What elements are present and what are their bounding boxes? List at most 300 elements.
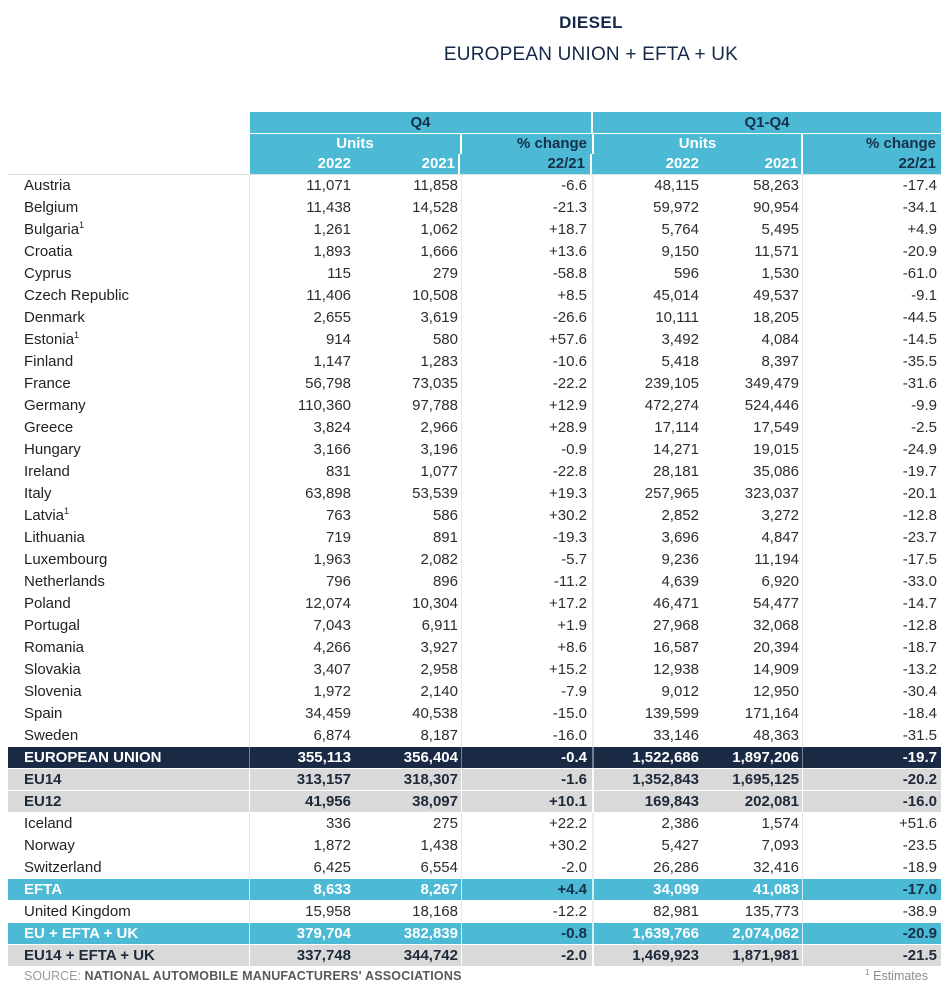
q1q4-units-2021-cell: 19,015 <box>703 439 803 461</box>
table-row <box>8 263 941 285</box>
q1q4-pct-change-cell: -14.5 <box>902 331 937 348</box>
q4-pct-change-cell: +19.3 <box>462 483 594 505</box>
q1q4-units-2022-cell: 46,471 <box>653 595 699 612</box>
row-label: EUROPEAN UNION <box>8 747 250 768</box>
q1q4-units-2022-cell: 1,522,686 <box>632 749 699 766</box>
q1q4-units-2022-cell: 9,012 <box>661 683 699 700</box>
row-label: EU12 <box>8 791 250 812</box>
table-row <box>8 373 941 395</box>
table-row <box>8 901 941 923</box>
row-label: Latvia$^1$ <box>8 505 250 527</box>
q4-units-2022-cell: 4,266 <box>313 639 351 656</box>
q4-units-2022-cell: 11,406 <box>306 287 351 304</box>
q1q4-pct-change-cell: -18.4 <box>902 705 937 722</box>
row-label: Hungary <box>8 439 250 461</box>
row-label: EU14 <box>8 769 250 790</box>
q4-units-2022-cell: 7,043 <box>313 617 351 634</box>
q1q4-pct-change-cell: -13.2 <box>902 661 937 678</box>
table-row <box>8 659 941 681</box>
q1q4-units-2021-cell: 4,084 <box>703 329 803 351</box>
header-ratio-q4: 22/21 <box>460 154 590 174</box>
q1q4-units-2022-cell: 2,386 <box>661 815 699 832</box>
q4-units-2022-cell: 1,147 <box>313 353 351 370</box>
q1q4-units-2022-cell: 34,099 <box>653 881 699 898</box>
page-subtitle: EUROPEAN UNION + EFTA + UK <box>443 44 739 65</box>
q1q4-units-2022-cell: 169,843 <box>644 793 699 810</box>
header-spacer <box>8 154 250 174</box>
header-pct-change-q1q4: % change <box>803 134 941 154</box>
q1q4-units-2022-cell: 33,146 <box>653 727 699 744</box>
q4-pct-change-cell: -5.7 <box>462 549 594 571</box>
q4-pct-change-cell: -2.0 <box>462 857 594 879</box>
q4-units-2021-cell: 2,082 <box>355 549 462 571</box>
q1q4-units-2021-cell: 1,530 <box>703 263 803 285</box>
q4-units-2022-cell: 379,704 <box>296 925 351 942</box>
header-spacer <box>8 112 250 133</box>
q4-units-2022-cell: 796 <box>325 573 351 590</box>
q4-pct-change-cell: -11.2 <box>462 571 594 593</box>
table-row <box>8 417 941 439</box>
header-year-2022-q1q4: 2022 <box>592 154 703 174</box>
q1q4-units-2021-cell: 48,363 <box>703 725 803 747</box>
q4-units-2021-cell: 38,097 <box>355 791 462 812</box>
q4-pct-change-cell: -0.8 <box>462 923 594 944</box>
q4-units-2022-cell: 56,798 <box>305 375 351 392</box>
q1q4-units-2021-cell: 4,847 <box>703 527 803 549</box>
row-label: Greece <box>8 417 250 439</box>
q4-units-2022-cell: 41,956 <box>305 793 351 810</box>
header-units-q4: Units <box>250 134 460 154</box>
table-row <box>8 593 941 615</box>
q1q4-pct-change-cell: +4.9 <box>907 221 937 238</box>
table-row <box>8 175 941 197</box>
q4-units-2021-cell: 10,508 <box>355 285 462 307</box>
q4-units-2022-cell: 313,157 <box>296 771 351 788</box>
q1q4-pct-change-cell: -19.7 <box>902 463 937 480</box>
table-row <box>8 813 941 835</box>
table-row <box>8 395 941 417</box>
q4-units-2022-cell: 1,872 <box>313 837 351 854</box>
report-header <box>232 13 950 66</box>
q1q4-units-2022-cell: 82,981 <box>653 903 699 920</box>
q1q4-units-2021-cell: 3,272 <box>703 505 803 527</box>
row-label: Iceland <box>8 813 250 835</box>
table-row <box>8 725 941 747</box>
q4-units-2022-cell: 11,071 <box>306 177 351 194</box>
q4-units-2021-cell: 279 <box>355 263 462 285</box>
q1q4-units-2022-cell: 17,114 <box>654 419 699 436</box>
q1q4-units-2021-cell: 20,394 <box>703 637 803 659</box>
q1q4-units-2022-cell: 9,150 <box>661 243 699 260</box>
q4-pct-change-cell: +18.7 <box>462 219 594 241</box>
table-row <box>8 439 941 461</box>
row-label: Romania <box>8 637 250 659</box>
q4-units-2022-cell: 34,459 <box>305 705 351 722</box>
q1q4-units-2021-cell: 41,083 <box>703 879 803 900</box>
row-label: Sweden <box>8 725 250 747</box>
q4-pct-change-cell: +8.6 <box>462 637 594 659</box>
q1q4-pct-change-cell: -17.4 <box>902 177 937 194</box>
q1q4-units-2022-cell: 1,639,766 <box>632 925 699 942</box>
table-row <box>8 615 941 637</box>
q1q4-units-2022-cell: 5,764 <box>661 221 699 238</box>
row-label: Slovenia <box>8 681 250 703</box>
q4-pct-change-cell: -7.9 <box>462 681 594 703</box>
q1q4-units-2022-cell: 14,271 <box>653 441 699 458</box>
q1q4-pct-change-cell: -17.0 <box>902 881 937 898</box>
q4-units-2022-cell: 3,407 <box>313 661 351 678</box>
q1q4-pct-change-cell: -21.5 <box>902 947 937 964</box>
q1q4-pct-change-cell: -23.7 <box>902 529 937 546</box>
q4-units-2022-cell: 336 <box>325 815 351 832</box>
q1q4-pct-change-cell: -20.9 <box>902 925 937 942</box>
q1q4-pct-change-cell: -20.2 <box>902 771 937 788</box>
q1q4-units-2022-cell: 5,418 <box>661 353 699 370</box>
q4-pct-change-cell: +1.9 <box>462 615 594 637</box>
q1q4-units-2022-cell: 3,492 <box>661 331 699 348</box>
q4-pct-change-cell: +57.6 <box>462 329 594 351</box>
q1q4-pct-change-cell: -12.8 <box>902 507 937 524</box>
q4-pct-change-cell: -12.2 <box>462 901 594 923</box>
row-label: France <box>8 373 250 395</box>
table-row <box>8 241 941 263</box>
table-row <box>8 747 941 769</box>
q4-pct-change-cell: -26.6 <box>462 307 594 329</box>
q4-pct-change-cell: -22.8 <box>462 461 594 483</box>
q1q4-units-2022-cell: 9,236 <box>661 551 699 568</box>
q1q4-pct-change-cell: -20.9 <box>902 243 937 260</box>
q4-units-2021-cell: 2,966 <box>355 417 462 439</box>
q4-pct-change-cell: +22.2 <box>462 813 594 835</box>
row-label: Bulgaria$^1$ <box>8 219 250 241</box>
q4-units-2021-cell: 356,404 <box>355 747 462 768</box>
table-row <box>8 879 941 901</box>
q1q4-units-2022-cell: 26,286 <box>653 859 699 876</box>
row-label: Portugal <box>8 615 250 637</box>
q1q4-pct-change-cell: -61.0 <box>902 265 937 282</box>
q4-pct-change-cell: -15.0 <box>462 703 594 725</box>
q4-units-2021-cell: 6,911 <box>355 615 462 637</box>
row-label: EU + EFTA + UK <box>8 923 250 944</box>
q4-units-2021-cell: 3,619 <box>355 307 462 329</box>
q4-units-2021-cell: 382,839 <box>355 923 462 944</box>
q4-pct-change-cell: +30.2 <box>462 505 594 527</box>
table-row <box>8 703 941 725</box>
q1q4-units-2022-cell: 10,111 <box>655 309 699 326</box>
q4-units-2021-cell: 8,187 <box>355 725 462 747</box>
q4-units-2021-cell: 896 <box>355 571 462 593</box>
estimates-footnote <box>865 969 940 983</box>
q1q4-pct-change-cell: -31.6 <box>902 375 937 392</box>
q4-units-2021-cell: 1,062 <box>355 219 462 241</box>
q4-units-2021-cell: 8,267 <box>355 879 462 900</box>
q4-units-2021-cell: 2,140 <box>355 681 462 703</box>
q1q4-units-2022-cell: 257,965 <box>644 485 699 502</box>
q1q4-units-2021-cell: 524,446 <box>703 395 803 417</box>
row-label: Italy <box>8 483 250 505</box>
row-label: Switzerland <box>8 857 250 879</box>
column-group-q1q4: Q1-Q4 <box>593 112 941 133</box>
footnote-mark: 1 <box>865 967 870 977</box>
table-row <box>8 351 941 373</box>
q1q4-pct-change-cell: -14.7 <box>902 595 937 612</box>
source-text: NATIONAL AUTOMOBILE MANUFACTURERS' ASSOCIATIONS <box>84 969 462 983</box>
q4-units-2022-cell: 1,893 <box>313 243 351 260</box>
page-title: DIESEL <box>559 13 623 32</box>
q4-pct-change-cell: +10.1 <box>462 791 594 812</box>
q1q4-units-2021-cell: 11,194 <box>703 549 803 571</box>
q4-pct-change-cell: -16.0 <box>462 725 594 747</box>
q1q4-pct-change-cell: -44.5 <box>902 309 937 326</box>
q1q4-units-2021-cell: 8,397 <box>703 351 803 373</box>
q1q4-units-2021-cell: 1,871,981 <box>703 945 803 966</box>
q4-units-2022-cell: 8,633 <box>313 881 351 898</box>
header-pct-change-q4: % change <box>462 134 592 154</box>
q1q4-units-2021-cell: 6,920 <box>703 571 803 593</box>
q1q4-units-2021-cell: 32,068 <box>703 615 803 637</box>
table-row <box>8 549 941 571</box>
q1q4-units-2021-cell: 1,574 <box>703 813 803 835</box>
footnote-mark: 1 <box>74 330 80 340</box>
table-row <box>8 637 941 659</box>
table-row <box>8 923 941 945</box>
q4-pct-change-cell: -22.2 <box>462 373 594 395</box>
q1q4-pct-change-cell: -34.1 <box>902 199 937 216</box>
q1q4-units-2022-cell: 239,105 <box>644 375 699 392</box>
table-row <box>8 505 941 527</box>
q4-units-2021-cell: 1,283 <box>355 351 462 373</box>
q4-units-2021-cell: 10,304 <box>355 593 462 615</box>
q4-pct-change-cell: -0.4 <box>462 747 594 768</box>
q1q4-units-2022-cell: 1,469,923 <box>632 947 699 964</box>
q1q4-units-2021-cell: 7,093 <box>703 835 803 857</box>
q4-units-2022-cell: 1,261 <box>313 221 351 238</box>
q4-pct-change-cell: -58.8 <box>462 263 594 285</box>
table-row <box>8 307 941 329</box>
footnote-text: Estimates <box>873 969 928 983</box>
table-row <box>8 483 941 505</box>
header-units-q1q4: Units <box>594 134 801 154</box>
q4-pct-change-cell: +30.2 <box>462 835 594 857</box>
header-ratio-q1q4: 22/21 <box>803 154 941 174</box>
row-label: EFTA <box>8 879 250 900</box>
q4-pct-change-cell: -2.0 <box>462 945 594 966</box>
diesel-registrations-table <box>8 112 941 967</box>
q4-units-2022-cell: 12,074 <box>305 595 351 612</box>
q1q4-units-2021-cell: 11,571 <box>703 241 803 263</box>
table-row <box>8 571 941 593</box>
q4-units-2021-cell: 580 <box>355 329 462 351</box>
table-row <box>8 461 941 483</box>
table-row <box>8 857 941 879</box>
q4-pct-change-cell: +17.2 <box>462 593 594 615</box>
q4-units-2022-cell: 6,874 <box>313 727 351 744</box>
q1q4-pct-change-cell: -38.9 <box>902 903 937 920</box>
table-row <box>8 681 941 703</box>
table-header-groups <box>8 112 941 133</box>
header-year-2021-q1q4: 2021 <box>703 154 801 174</box>
q4-units-2021-cell: 53,539 <box>355 483 462 505</box>
table-row <box>8 285 941 307</box>
row-label: Cyprus <box>8 263 250 285</box>
header-spacer <box>8 134 250 154</box>
row-label: Croatia <box>8 241 250 263</box>
q4-pct-change-cell: +12.9 <box>462 395 594 417</box>
q4-units-2022-cell: 3,166 <box>313 441 351 458</box>
q4-units-2021-cell: 318,307 <box>355 769 462 790</box>
q4-units-2021-cell: 14,528 <box>355 197 462 219</box>
table-row <box>8 769 941 791</box>
q4-pct-change-cell: +8.5 <box>462 285 594 307</box>
table-body <box>8 174 941 967</box>
table-row <box>8 527 941 549</box>
column-group-q4: Q4 <box>250 112 591 133</box>
table-row <box>8 197 941 219</box>
row-label: United Kingdom <box>8 901 250 923</box>
q1q4-units-2021-cell: 17,549 <box>703 417 803 439</box>
q4-units-2021-cell: 6,554 <box>355 857 462 879</box>
q4-pct-change-cell: +15.2 <box>462 659 594 681</box>
q1q4-units-2021-cell: 32,416 <box>703 857 803 879</box>
q4-units-2022-cell: 110,360 <box>297 397 351 414</box>
row-label: Belgium <box>8 197 250 219</box>
q1q4-units-2022-cell: 139,599 <box>644 705 699 722</box>
q1q4-pct-change-cell: -9.9 <box>911 397 937 414</box>
table-row <box>8 791 941 813</box>
row-label: Germany <box>8 395 250 417</box>
table-footer <box>24 969 940 983</box>
q1q4-units-2022-cell: 1,352,843 <box>632 771 699 788</box>
footnote-mark: 1 <box>79 220 85 230</box>
source-label: SOURCE: <box>24 969 81 983</box>
q1q4-units-2022-cell: 59,972 <box>653 199 699 216</box>
q1q4-pct-change-cell: -16.0 <box>902 793 937 810</box>
table-row <box>8 945 941 967</box>
q1q4-units-2022-cell: 3,696 <box>661 529 699 546</box>
q1q4-units-2021-cell: 18,205 <box>703 307 803 329</box>
footnote-mark: 1 <box>64 506 70 516</box>
q4-units-2022-cell: 63,898 <box>305 485 351 502</box>
q4-pct-change-cell: +28.9 <box>462 417 594 439</box>
q1q4-pct-change-cell: -9.1 <box>911 287 937 304</box>
q1q4-units-2022-cell: 5,427 <box>661 837 699 854</box>
q1q4-units-2021-cell: 202,081 <box>703 791 803 812</box>
q4-units-2021-cell: 73,035 <box>355 373 462 395</box>
row-label: Spain <box>8 703 250 725</box>
q1q4-units-2021-cell: 1,695,125 <box>703 769 803 790</box>
q1q4-units-2021-cell: 90,954 <box>703 197 803 219</box>
q1q4-pct-change-cell: -20.1 <box>902 485 937 502</box>
table-row <box>8 835 941 857</box>
q4-pct-change-cell: -21.3 <box>462 197 594 219</box>
header-year-2022-q4: 2022 <box>250 154 355 174</box>
q4-units-2022-cell: 115 <box>327 265 351 282</box>
q1q4-pct-change-cell: -2.5 <box>911 419 937 436</box>
q4-units-2021-cell: 18,168 <box>355 901 462 923</box>
row-label: Estonia$^1$ <box>8 329 250 351</box>
q1q4-pct-change-cell: -33.0 <box>902 573 937 590</box>
q1q4-units-2021-cell: 2,074,062 <box>703 923 803 944</box>
q1q4-units-2022-cell: 4,639 <box>661 573 699 590</box>
row-label: Czech Republic <box>8 285 250 307</box>
q1q4-units-2021-cell: 349,479 <box>703 373 803 395</box>
q1q4-pct-change-cell: -24.9 <box>902 441 937 458</box>
q1q4-units-2021-cell: 54,477 <box>703 593 803 615</box>
q4-units-2021-cell: 11,858 <box>355 175 462 197</box>
q1q4-units-2021-cell: 1,897,206 <box>703 747 803 768</box>
q1q4-units-2021-cell: 35,086 <box>703 461 803 483</box>
table-row <box>8 219 941 241</box>
q4-pct-change-cell: +13.6 <box>462 241 594 263</box>
q1q4-units-2021-cell: 5,495 <box>703 219 803 241</box>
q1q4-units-2021-cell: 135,773 <box>703 901 803 923</box>
table-header-years <box>8 154 941 174</box>
row-label: EU14 + EFTA + UK <box>8 945 250 966</box>
q4-units-2022-cell: 914 <box>325 331 351 348</box>
q4-units-2021-cell: 1,666 <box>355 241 462 263</box>
q4-units-2021-cell: 344,742 <box>355 945 462 966</box>
row-label: Luxembourg <box>8 549 250 571</box>
q4-pct-change-cell: -6.6 <box>462 175 594 197</box>
row-label: Lithuania <box>8 527 250 549</box>
q1q4-pct-change-cell: -23.5 <box>902 837 937 854</box>
q4-pct-change-cell: -10.6 <box>462 351 594 373</box>
q1q4-units-2022-cell: 27,968 <box>653 617 699 634</box>
row-label: Austria <box>8 175 250 197</box>
q1q4-units-2022-cell: 48,115 <box>654 177 699 194</box>
q4-units-2022-cell: 2,655 <box>313 309 351 326</box>
q1q4-pct-change-cell: -19.7 <box>902 749 937 766</box>
q4-units-2022-cell: 337,748 <box>296 947 351 964</box>
q1q4-units-2021-cell: 12,950 <box>703 681 803 703</box>
q1q4-pct-change-cell: -18.9 <box>902 859 937 876</box>
row-label: Netherlands <box>8 571 250 593</box>
table-header-measures <box>8 134 941 154</box>
q1q4-pct-change-cell: -31.5 <box>902 727 937 744</box>
q4-pct-change-cell: -0.9 <box>462 439 594 461</box>
table-row <box>8 329 941 351</box>
q4-units-2021-cell: 40,538 <box>355 703 462 725</box>
q4-units-2022-cell: 11,438 <box>306 199 351 216</box>
q1q4-pct-change-cell: -30.4 <box>902 683 937 700</box>
q4-units-2022-cell: 1,963 <box>313 551 351 568</box>
q1q4-units-2021-cell: 171,164 <box>703 703 803 725</box>
q4-units-2021-cell: 275 <box>355 813 462 835</box>
q4-units-2021-cell: 586 <box>355 505 462 527</box>
q4-units-2021-cell: 2,958 <box>355 659 462 681</box>
row-label: Finland <box>8 351 250 373</box>
q4-units-2021-cell: 1,077 <box>355 461 462 483</box>
q1q4-units-2022-cell: 16,587 <box>653 639 699 656</box>
q4-units-2022-cell: 1,972 <box>313 683 351 700</box>
q1q4-units-2021-cell: 323,037 <box>703 483 803 505</box>
q1q4-pct-change-cell: -17.5 <box>902 551 937 568</box>
q4-units-2022-cell: 3,824 <box>313 419 351 436</box>
q1q4-units-2021-cell: 58,263 <box>703 175 803 197</box>
header-year-2021-q4: 2021 <box>355 154 458 174</box>
q4-units-2022-cell: 831 <box>325 463 351 480</box>
q4-pct-change-cell: +4.4 <box>462 879 594 900</box>
source-note <box>24 969 462 983</box>
q1q4-units-2021-cell: 49,537 <box>703 285 803 307</box>
q1q4-pct-change-cell: -18.7 <box>902 639 937 656</box>
q4-units-2022-cell: 15,958 <box>305 903 351 920</box>
q4-units-2021-cell: 3,196 <box>355 439 462 461</box>
row-label: Ireland <box>8 461 250 483</box>
q4-units-2022-cell: 719 <box>325 529 351 546</box>
q1q4-units-2022-cell: 2,852 <box>661 507 699 524</box>
q4-units-2022-cell: 6,425 <box>313 859 351 876</box>
